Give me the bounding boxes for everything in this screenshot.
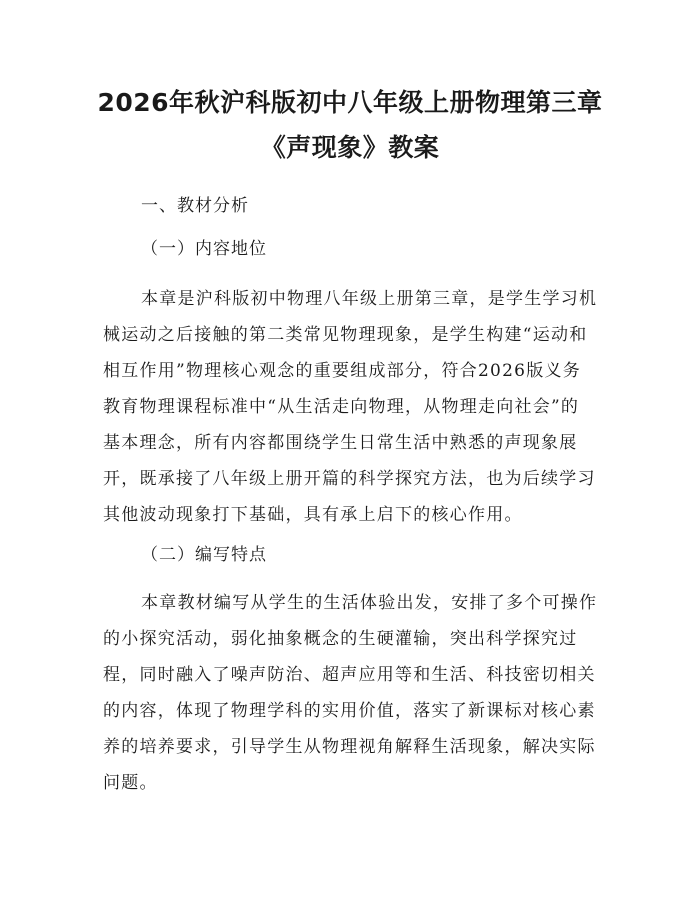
paragraph-line: 本章教材编写从学生的生活体验出发，安排了多个可操作 xyxy=(141,593,598,613)
paragraph-content-position xyxy=(103,281,601,533)
document-title-line-1: 2026年秋沪科版初中八年级上册物理第三章 xyxy=(97,88,603,117)
paragraph-line: 本章是沪科版初中物理八年级上册第三章，是学生学习机 xyxy=(141,289,598,309)
paragraph-line: 相互作用”物理核心观念的重要组成部分，符合2026版义务 xyxy=(103,361,581,381)
subsection-heading-writing-features: （二）编写特点 xyxy=(141,545,267,565)
paragraph-line: 教育物理课程标准中“从生活走向物理，从物理走向社会”的 xyxy=(103,397,580,417)
paragraph-line: 的内容，体现了物理学科的实用价值，落实了新课标对核心素 xyxy=(103,701,596,721)
paragraph-line: 其他波动现象打下基础，具有承上启下的核心作用。 xyxy=(103,505,523,525)
document-title-line-2: 《声现象》教案 xyxy=(260,133,440,162)
paragraph-line: 械运动之后接触的第二类常见物理现象，是学生构建“运动和 xyxy=(103,325,588,345)
paragraph-writing-features xyxy=(103,585,601,801)
section-heading-textbook-analysis: 一、教材分析 xyxy=(141,196,249,216)
paragraph-line: 的小探究活动，弱化抽象概念的生硬灌输，突出科学探究过 xyxy=(103,629,578,649)
subsection-heading-content-position: （一）内容地位 xyxy=(141,239,267,259)
paragraph-line: 开，既承接了八年级上册开篇的科学探究方法，也为后续学习 xyxy=(103,469,596,489)
paragraph-line: 养的培养要求，引导学生从物理视角解释生活现象，解决实际 xyxy=(103,737,596,757)
paragraph-line: 程，同时融入了噪声防治、超声应用等和生活、科技密切相关 xyxy=(103,665,596,685)
paragraph-line: 基本理念，所有内容都围绕学生日常生活中熟悉的声现象展 xyxy=(103,433,578,453)
paragraph-line: 问题。 xyxy=(103,773,158,793)
